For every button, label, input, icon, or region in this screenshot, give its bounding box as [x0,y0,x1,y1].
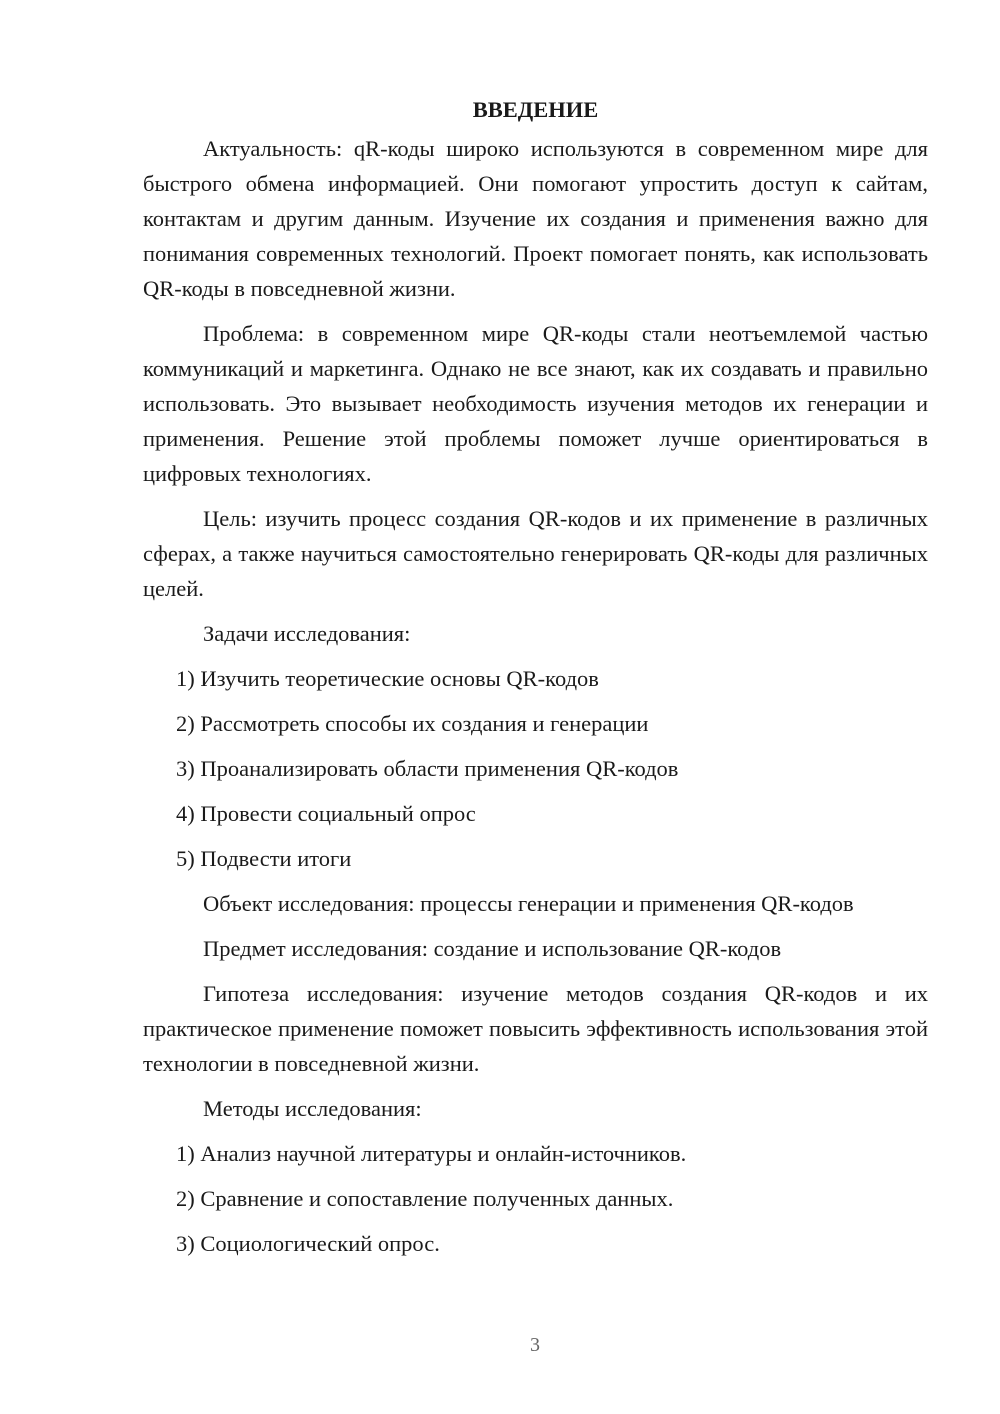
list-item: 3) Социологический опрос. [176,1231,440,1256]
list-item: 1) Изучить теоретические основы QR-кодов [176,666,599,691]
list-item: 1) Анализ научной литературы и онлайн-источников. [176,1141,687,1166]
list-item: 4) Провести социальный опрос [176,801,476,826]
hypothesis-paragraph: Гипотеза исследования: изучение методов создания QR-кодов и их практическое применение поможет повысить эффективность использования этой технологии в повседневной жизни. [143,981,928,1076]
problem-paragraph: Проблема: в современном мире QR-коды стали неотъемлемой частью коммуникаций и маркетинга. Однако не все знают, как их создавать и правильно использовать. Это вызывает необходимость изучения методов их генерации и применения. Решение этой проблемы поможет лучше ориентироваться в цифровых технологиях. [143,321,928,486]
research-object: Объект исследования: процессы генерации и применения QR-кодов [203,891,854,916]
methods-heading: Методы исследования: [203,1096,422,1121]
research-subject: Предмет исследования: создание и использование QR-кодов [203,936,782,961]
goal-paragraph: Цель: изучить процесс создания QR-кодов и их применение в различных сферах, а также научиться самостоятельно генерировать QR-коды для различных целей. [143,506,928,601]
list-item: 5) Подвести итоги [176,846,352,871]
section-title: ВВЕДЕНИЕ [472,97,599,122]
tasks-list [143,661,928,876]
list-item: 2) Сравнение и сопоставление полученных данных. [176,1186,674,1211]
list-item: 3) Проанализировать области применения QR-кодов [176,756,679,781]
methods-list [143,1136,928,1261]
relevance-paragraph: Актуальность: qR-коды широко используются в современном мире для быстрого обмена информацией. Они помогают упростить доступ к сайтам, контактам и другим данным. Изучение их создания и применения важно для понимания современных технологий. Проект помогает понять, как использовать QR-коды в повседневной жизни. [143,136,928,301]
document-page [143,92,928,1271]
tasks-heading: Задачи исследования: [203,621,411,646]
page-number: 3 [530,1334,540,1356]
list-item: 2) Рассмотреть способы их создания и генерации [176,711,649,736]
